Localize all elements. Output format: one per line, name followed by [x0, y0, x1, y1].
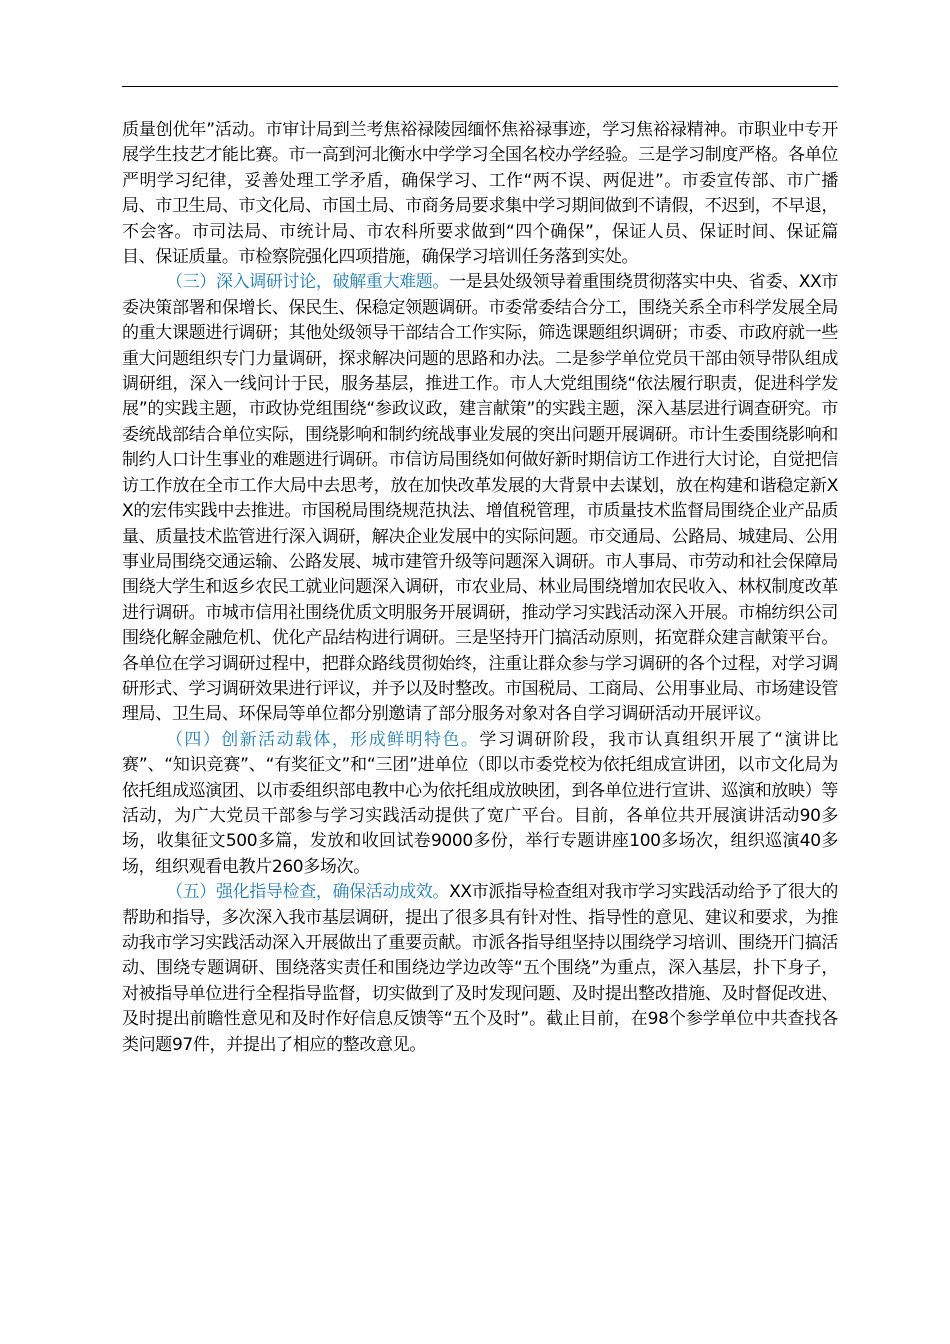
paragraph-section-four [122, 728, 838, 880]
paragraph-text: 学习调研阶段，我市认真组织开展了“演讲比赛”、“知识竞赛”、“有奖征文”和“三团”进单位（即以市委党校为依托组成宣讲团，以市文化局为依托组成巡演团、以市委组织部电教中心为依托组成放映团，到各单位进行宣讲、巡演和放映）等活动，为广大党员干部参与学习实践活动提供了宽广平台。目前，各单位共开展演讲活动90多场，收集征文500多篇，发放和收回试卷9000多份，举行专题讲座100多场次，组织巡演40多场，组织观看电教片260多场次。 [122, 729, 838, 877]
paragraph-study-discipline [122, 118, 838, 270]
paragraph-text: XX市派指导检查组对我市学习实践活动给予了很大的帮助和指导，多次深入我市基层调研，提出了很多具有针对性、指导性的意见、建议和要求，为推动我市学习实践活动深入开展做出了重要贡献。市派各指导组坚持以围绕学习培训、围绕开门搞活动、围绕专题调研、围绕落实责任和围绕边学边改等“五个围绕”为重点，深入基层，扑下身子，对被指导单位进行全程指导监督，切实做到了及时发现问题、及时提出整改措施、及时督促改进、及时提出前瞻性意见和及时作好信息反馈等“五个及时”。截止目前，在98个参学单位中共查找各类问题97件，并提出了相应的整改意见。 [122, 882, 838, 1055]
paragraph-text: 质量创优年”活动。市审计局到兰考焦裕禄陵园缅怀焦裕禄事迹，学习焦裕禄精神。市职业中专开展学生技艺才能比赛。市一高到河北衡水中学学习全国名校办学经验。三是学习制度严格。各单位严明学习纪律，妥善处理工学矛盾，确保学习、工作“两不误、两促进”。市委宣传部、市广播局、市卫生局、市文化局、市国土局、市商务局要求集中学习期间做到不请假，不迟到，不早退，不会客。市司法局、市统计局、市农科所要求做到“四个确保”，保证人员、保证时间、保证篇目、保证质量。市检察院强化四项措施，确保学习培训任务落到实处。 [122, 120, 838, 268]
paragraph-section-five [122, 880, 838, 1058]
section-heading-five: （五）强化指导检查，确保活动成效。 [166, 882, 450, 903]
document-body [122, 118, 838, 1058]
paragraph-section-three [122, 270, 838, 727]
paragraph-text: 一是县处级领导着重围绕贯彻落实中央、省委、XX市委决策部署和保增长、保民生、保稳定领题调研。市委常委结合分工，围绕关系全市科学发展全局的重大课题进行调研；其他处级领导干部结合工作实际，筛选课题组织调研；市委、市政府就一些重大问题组织专门力量调研，探求解决问题的思路和办法。二是参学单位党员干部由领导带队组成调研组，深入一线问计于民，服务基层，推进工作。市人大党组围绕“依法履行职责，促进科学发展”的实践主题，市政协党组围绕“参政议政，建言献策”的实践主题，深入基层进行调查研究。市委统战部结合单位实际，围绕影响和制约统战事业发展的突出问题开展调研。市计生委围绕影响和制约人口计生事业的难题进行调研。市信访局围绕如何做好新时期信访工作进行大讨论，自觉把信访工作放在全市工作大局中去思考，放在加快改革发展的大背景中去谋划，放在构建和谐稳定新XX的宏伟实践中去推进。市国税局围绕规范执法、增值税管理，市质量技术监督局围绕企业产品质量、质量技术监管进行深入调研，解决企业发展中的实际问题。市交通局、公路局、城建局、公用事业局围绕交通运输、公路发展、城市建管升级等问题深入调研。市人事局、市劳动和社会保障局围绕大学生和返乡农民工就业问题深入调研，市农业局、林业局围绕增加农民收入、林权制度改革进行调研。市城市信用社围绕优质文明服务开展调研，推动学习实践活动深入开展。市棉纺织公司围绕化解金融危机、优化产品结构进行调研。三是坚持开门搞活动原则，拓宽群众建言献策平台。各单位在学习调研过程中，把群众路线贯彻始终，注重让群众参与学习调研的各个过程，对学习调研形式、学习调研效果进行评议，并予以及时整改。市国税局、工商局、公用事业局、市场建设管理局、卫生局、环保局等单位都分别邀请了部分服务对象对各自学习调研活动开展评议。 [122, 272, 838, 725]
header-rule [122, 86, 838, 87]
section-heading-four: （四）创新活动载体，形成鲜明特色。 [166, 729, 480, 750]
section-heading-three: （三）深入调研讨论，破解重大难题。 [166, 272, 450, 293]
